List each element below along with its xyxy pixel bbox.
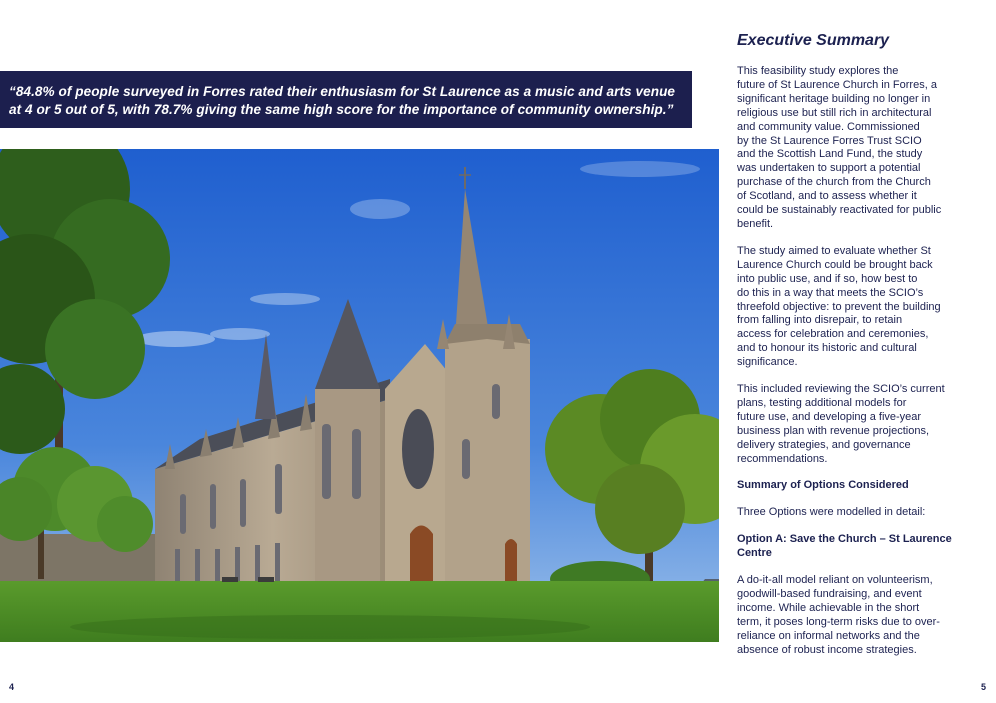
- text-line: of Scotland, and to assess whether it: [737, 190, 917, 203]
- pull-quote-banner: [0, 71, 692, 128]
- text-line: Centre: [737, 547, 772, 560]
- text-line: This feasibility study explores the: [737, 65, 899, 77]
- text-line: delivery strategies, and governance: [737, 438, 911, 451]
- options-heading: Summary of Options Considered: [737, 479, 909, 492]
- text-line: future of St Laurence Church in Forres, a: [737, 78, 937, 91]
- text-line: income. While achievable in the short: [737, 601, 920, 614]
- st-laurence-church-photo: [0, 149, 719, 642]
- option-a-heading: [737, 533, 977, 561]
- text-line: by the St Laurence Forres Trust SCIO: [737, 134, 922, 147]
- text-line: and community value. Commissioned: [737, 120, 920, 133]
- page-number-left: 4: [9, 682, 15, 692]
- text-line: A do-it-all model reliant on volunteerism,: [737, 574, 933, 587]
- text-line: future use, and developing a five-year: [737, 410, 922, 423]
- text-line: religious use but still rich in architectural: [737, 106, 932, 119]
- text-line: benefit.: [737, 217, 774, 230]
- pull-quote-text: [9, 83, 684, 119]
- summary-title: Executive Summary: [737, 32, 890, 49]
- text-line: recommendations.: [737, 452, 828, 465]
- text-line: and the Scottish Land Fund, the study: [737, 148, 923, 161]
- text-line: and to honour its historic and cultural: [737, 342, 917, 355]
- text-line: could be sustainably reactivated for public: [737, 204, 942, 217]
- text-line: was undertaken to support a potential: [737, 162, 921, 175]
- summary-paragraph-1: [737, 65, 977, 232]
- text-line: significant heritage building no longer in: [737, 92, 931, 105]
- text-line: purchase of the church from the Church: [737, 176, 931, 189]
- executive-summary: [737, 30, 977, 671]
- option-a-description: [737, 574, 977, 657]
- page-number-right: 5: [981, 682, 987, 692]
- options-intro: Three Options were modelled in detail:: [737, 506, 926, 519]
- text-line: term, it poses long-term risks due to over-: [737, 615, 940, 628]
- text-line: threefold objective: to prevent the building: [737, 300, 941, 313]
- text-line: plans, testing additional models for: [737, 396, 907, 409]
- text-line: do this in a way that meets the SCIO’s: [737, 286, 924, 299]
- text-line: into public use, and if so, how best to: [737, 272, 918, 285]
- text-line: Option A: Save the Church – St Laurence: [737, 533, 952, 546]
- pull-quote-line-1: “84.8% of people surveyed in Forres rated their enthusiasm for St Laurence as a music and arts venue: [9, 84, 676, 99]
- text-line: reliance on informal networks and the: [737, 629, 920, 642]
- text-line: The study aimed to evaluate whether St: [737, 244, 931, 257]
- text-line: absence of robust income strategies.: [737, 643, 917, 656]
- text-line: significance.: [737, 356, 798, 369]
- pull-quote-line-2: at 4 or 5 out of 5, with 78.7% giving the same high score for the importance of community ownership.”: [9, 102, 674, 117]
- text-line: This included reviewing the SCIO’s current: [737, 383, 945, 396]
- summary-paragraph-3: [737, 383, 977, 466]
- text-line: business plan with revenue projections,: [737, 424, 930, 437]
- text-line: Laurence Church could be brought back: [737, 258, 933, 271]
- text-line: from falling into disrepair, to retain: [737, 314, 903, 327]
- text-line: goodwill-based fundraising, and event: [737, 588, 922, 600]
- text-line: access for celebration and ceremonies,: [737, 328, 929, 341]
- summary-paragraph-2: [737, 245, 977, 370]
